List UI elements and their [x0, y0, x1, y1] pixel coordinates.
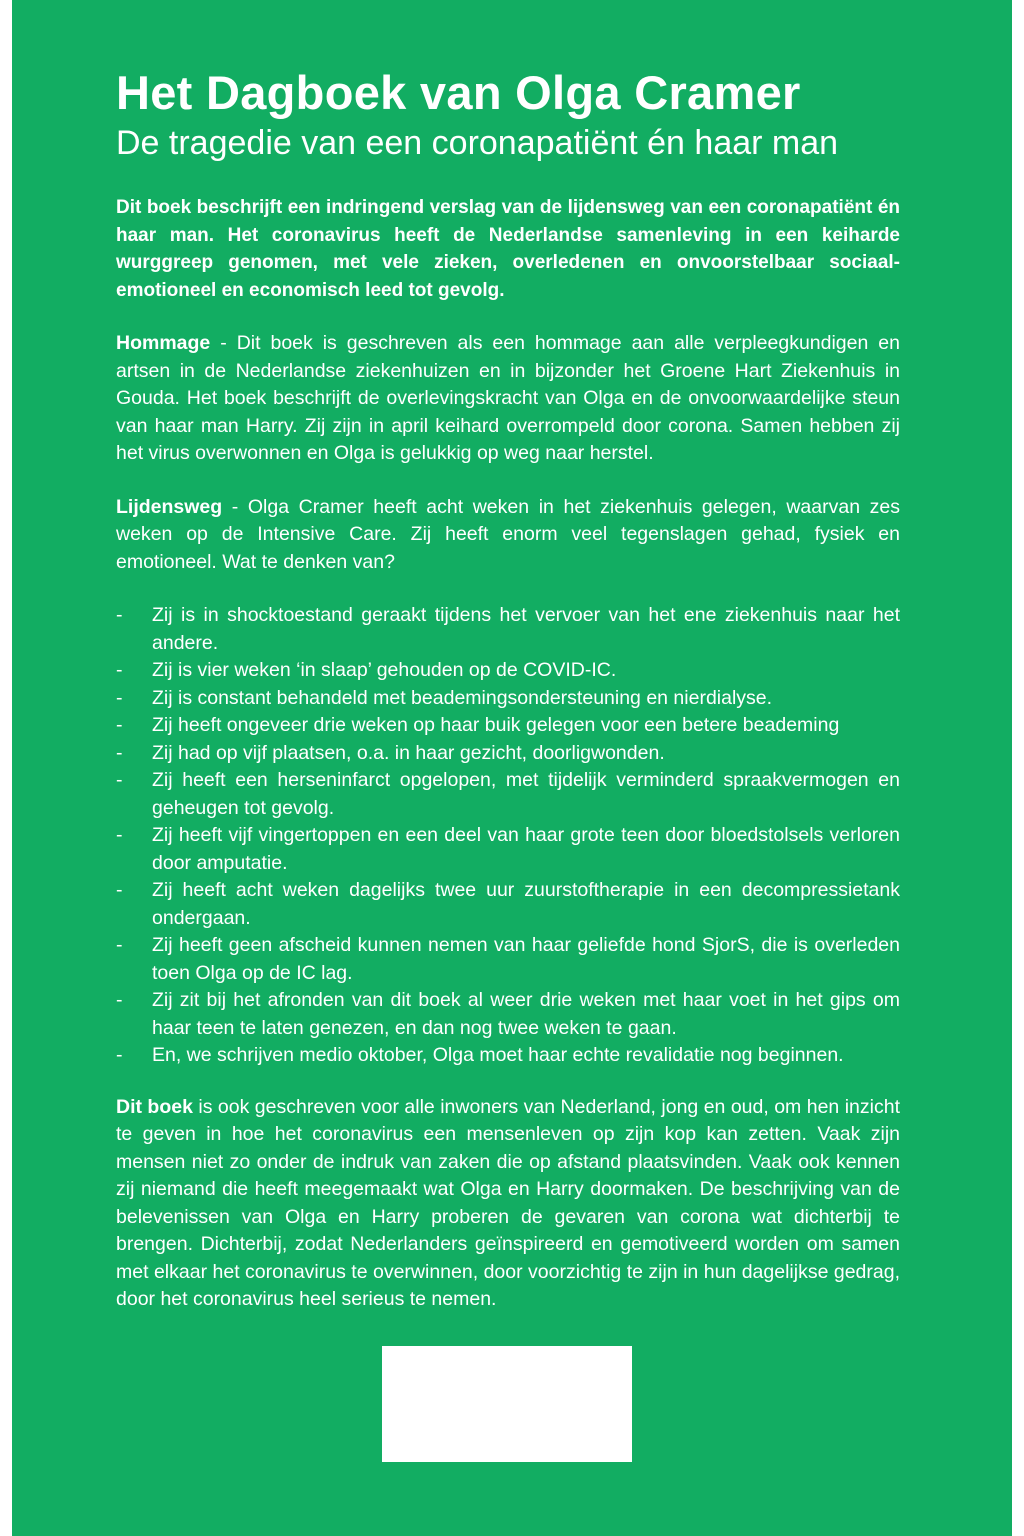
hommage-paragraph: [116, 330, 900, 468]
lijdensweg-paragraph: [116, 494, 900, 577]
list-item: [116, 987, 900, 1042]
closing-paragraph: [116, 1094, 900, 1314]
hommage-text: - Dit boek is geschreven als een hommage aan alle verpleegkundigen en artsen in de Nederlandse ziekenhuizen en in bijzonder het Groene Hart Ziekenhuis in Gouda. Het boek beschrijft de overlevingskracht van Olga en de onvoorwaardelijke steun van haar man Harry. Zij zijn in april keihard overrompeld door corona. Samen hebben zij het virus overwonnen en Olga is gelukkig op weg naar herstel.: [116, 332, 900, 464]
list-item: [116, 1042, 900, 1070]
list-dash: -: [116, 989, 123, 1011]
list-dash: -: [116, 659, 123, 681]
list-item: [116, 602, 900, 657]
barcode-placeholder: [382, 1346, 632, 1462]
book-back-cover: [12, 0, 1012, 1536]
lijdensweg-lead: Lijdensweg: [116, 495, 223, 518]
list-item-text: Zij heeft vijf vingertoppen en een deel van haar grote teen door bloedstolsels verloren door amputatie.: [152, 824, 900, 874]
list-item: [116, 932, 900, 987]
list-item: [116, 685, 900, 713]
list-item-text: Zij had op vijf plaatsen, o.a. in haar gezicht, doorligwonden.: [152, 741, 665, 764]
list-item-text: Zij is constant behandeld met beademingsondersteuning en nierdialyse.: [152, 686, 773, 709]
book-subtitle: De tragedie van een coronapatiënt én haar man: [116, 124, 839, 162]
cover-text-block: [116, 64, 900, 1340]
list-dash: -: [116, 604, 123, 626]
list-item: [116, 657, 900, 685]
list-item-text: Zij heeft een herseninfarct opgelopen, met tijdelijk verminderd spraakvermogen en geheugen tot gevolg.: [152, 769, 900, 819]
list-item-text: Zij heeft geen afscheid kunnen nemen van haar geliefde hond SjorS, die is overleden toen Olga op de IC lag.: [152, 934, 900, 984]
intro-paragraph: Dit boek beschrijft een indringend verslag van de lijdensweg van een coronapatiënt én haar man. Het coronavirus heeft de Nederlandse samenleving in een keiharde wurggreep genomen, met vele zieken, overledenen en onvoorstelbaar sociaal-emotioneel en economisch leed tot gevolg.: [116, 197, 900, 301]
closing-lead: Dit boek: [116, 1095, 193, 1118]
book-title: Het Dagboek van Olga Cramer: [116, 66, 801, 119]
list-item: [116, 767, 900, 822]
hommage-lead: Hommage: [116, 332, 211, 354]
list-dash: -: [116, 714, 123, 736]
list-item-text: Zij heeft acht weken dagelijks twee uur zuurstoftherapie in een decompressietank ondergaan.: [152, 879, 900, 929]
list-item: [116, 740, 900, 768]
list-item: [116, 712, 900, 740]
list-item: [116, 877, 900, 932]
list-dash: -: [116, 879, 123, 901]
setbacks-list: [116, 602, 900, 1070]
list-dash: -: [116, 686, 123, 709]
list-dash: -: [116, 769, 123, 791]
list-item-text: Zij zit bij het afronden van dit boek al weer drie weken met haar voet in het gips om haar teen te laten genezen, en dan nog twee weken te gaan.: [152, 989, 900, 1039]
list-dash: -: [116, 741, 123, 764]
list-dash: -: [116, 934, 123, 956]
list-dash: -: [116, 824, 123, 846]
list-item-text: Zij heeft ongeveer drie weken op haar buik gelegen voor een betere beademing: [152, 714, 840, 736]
list-item-text: Zij is in shocktoestand geraakt tijdens het vervoer van het ene ziekenhuis naar het andere.: [152, 604, 900, 654]
list-item-text: En, we schrijven medio oktober, Olga moet haar echte revalidatie nog beginnen.: [152, 1044, 844, 1066]
list-item-text: Zij is vier weken ‘in slaap’ gehouden op de COVID-IC.: [152, 659, 617, 681]
list-dash: -: [116, 1044, 123, 1066]
closing-text: is ook geschreven voor alle inwoners van Nederland, jong en oud, om hen inzicht te geven in hoe het coronavirus een mensenleven op zijn kop kan zetten. Vaak zijn mensen niet zo onder de indruk van zaken die op afstand plaatsvinden. Vaak ook kennen zij niemand die heeft meegemaakt wat Olga en Harry doormaken. De beschrijving van de belevenissen van Olga en Harry proberen de gevaren van corona wat dichterbij te brengen. Dichterbij, zodat Nederlanders geïnspireerd en gemotiveerd worden om samen met elkaar het coronavirus te overwinnen, door voorzichtig te zijn in hun dagelijkse gedrag, door het coronavirus heel serieus te nemen.: [116, 1095, 900, 1310]
lijdensweg-text: - Olga Cramer heeft acht weken in het ziekenhuis gelegen, waarvan zes weken op de Intensive Care. Zij heeft enorm veel tegenslagen gehad, fysiek en emotioneel. Wat te denken van?: [116, 495, 900, 573]
list-item: [116, 822, 900, 877]
